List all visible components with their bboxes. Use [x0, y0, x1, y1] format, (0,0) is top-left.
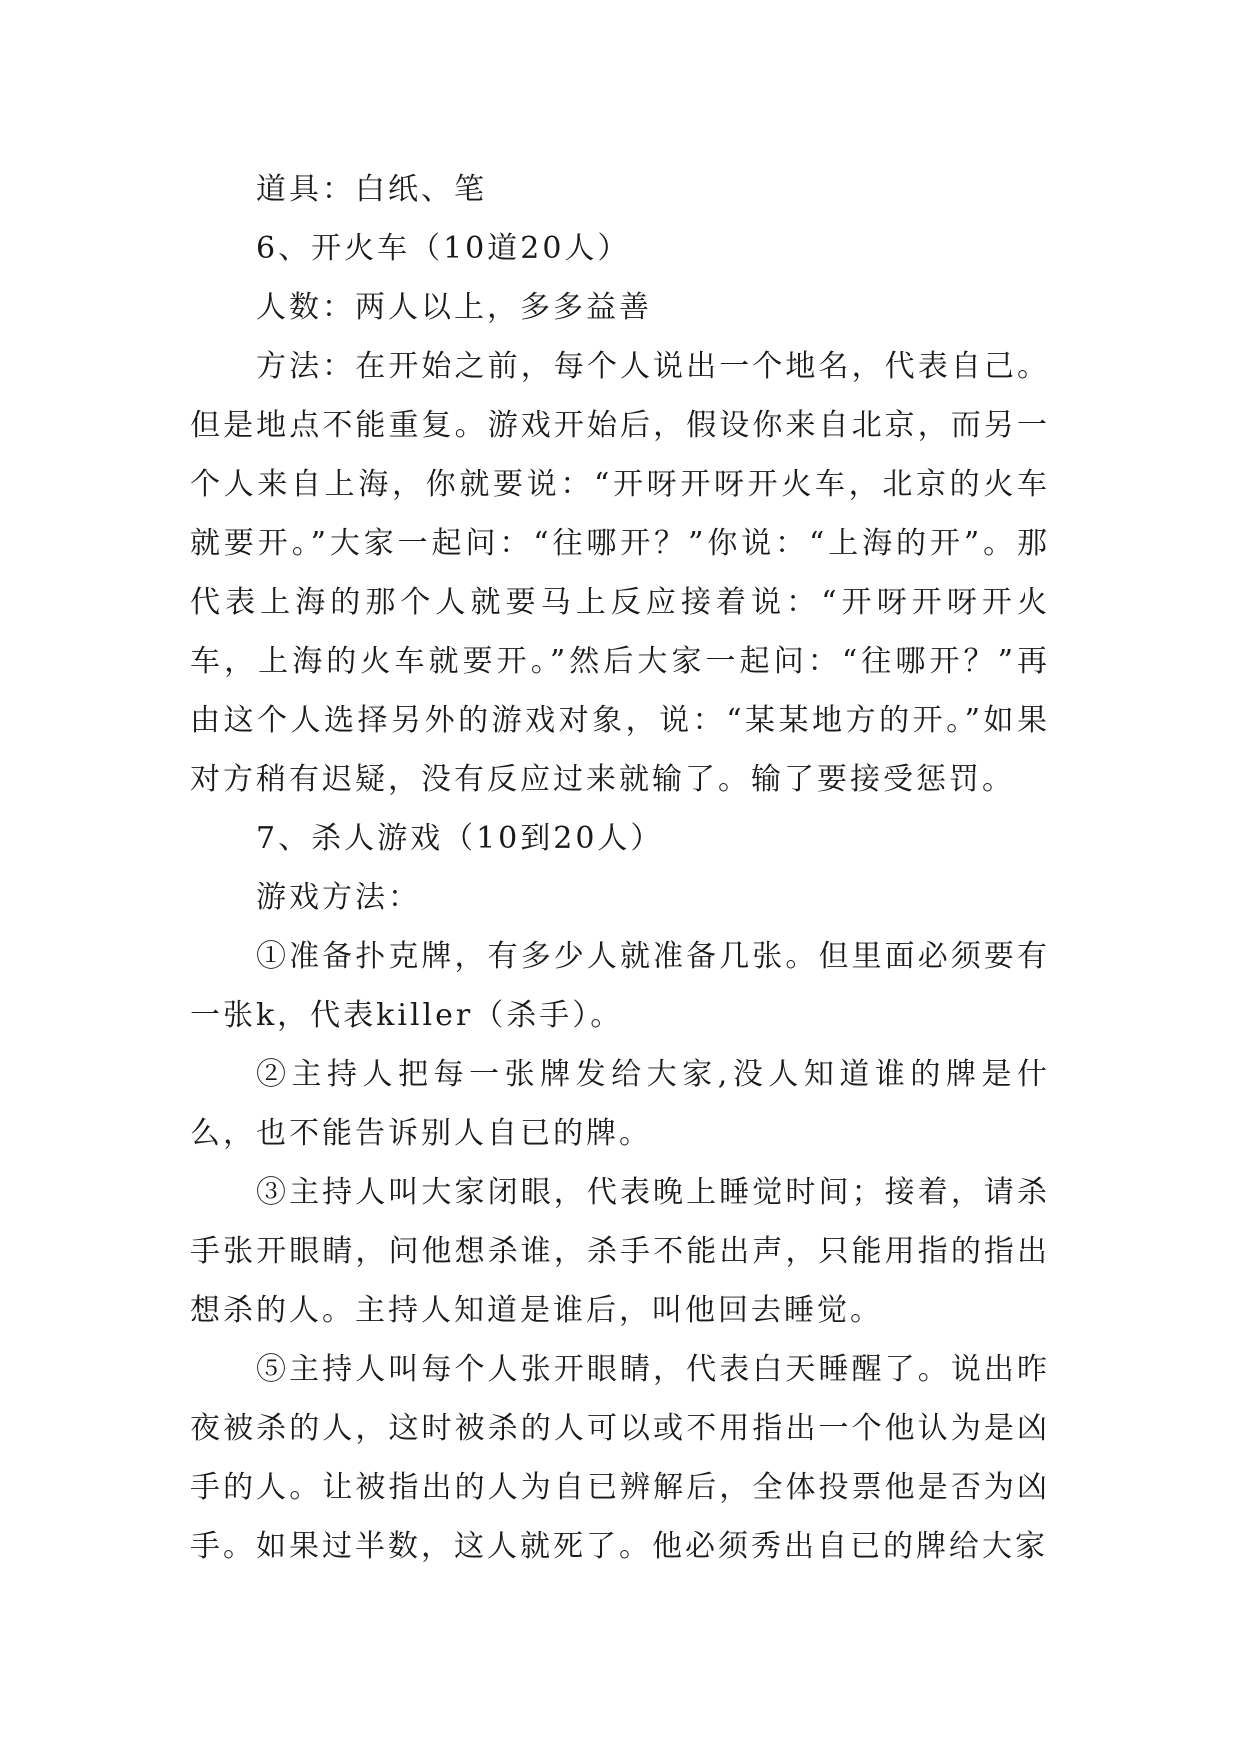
- rule-step-3: ③主持人叫大家闭眼，代表晚上睡觉时间；接着，请杀手张开眼睛，问他想杀谁，杀手不能出声，只能用指的指出想杀的人。主持人知道是谁后，叫他回去睡觉。: [190, 1175, 1050, 1328]
- game-method-label: 游戏方法：: [256, 880, 421, 915]
- section-heading-train-game: 6、开火车（10道20人）: [256, 231, 631, 266]
- props-line: 道具：白纸、笔: [256, 172, 487, 207]
- rule-step-2: ②主持人把每一张牌发给大家,没人知道谁的牌是什么，也不能告诉别人自已的牌。: [190, 1057, 1050, 1151]
- rule-step-5: ⑤主持人叫每个人张开眼睛，代表白天睡醒了。说出昨夜被杀的人，这时被杀的人可以或不用指出一个他认为是凶手的人。让被指出的人为自已辨解后，全体投票他是否为凶手。如果过半数，这人就死了。他必须秀出自已的牌给大家: [190, 1352, 1050, 1564]
- player-count-line: 人数：两人以上，多多益善: [256, 290, 652, 325]
- document-body: [190, 160, 1050, 1576]
- section-heading-killer-game: 7、杀人游戏（10到20人）: [256, 821, 664, 856]
- method-paragraph: 方法：在开始之前，每个人说出一个地名，代表自己。但是地点不能重复。游戏开始后，假设你来自北京，而另一个人来自上海，你就要说：“开呀开呀开火车，北京的火车就要开。”大家一起问：“往哪开？”你说：“上海的开”。那代表上海的那个人就要马上反应接着说：“开呀开呀开火车，上海的火车就要开。”然后大家一起问：“往哪开？”再由这个人选择另外的游戏对象，说：“某某地方的开。”如果对方稍有迟疑，没有反应过来就输了。输了要接受惩罚。: [190, 349, 1050, 797]
- rule-step-1: ①准备扑克牌，有多少人就准备几张。但里面必须要有一张k，代表killer（杀手）。: [190, 939, 1050, 1033]
